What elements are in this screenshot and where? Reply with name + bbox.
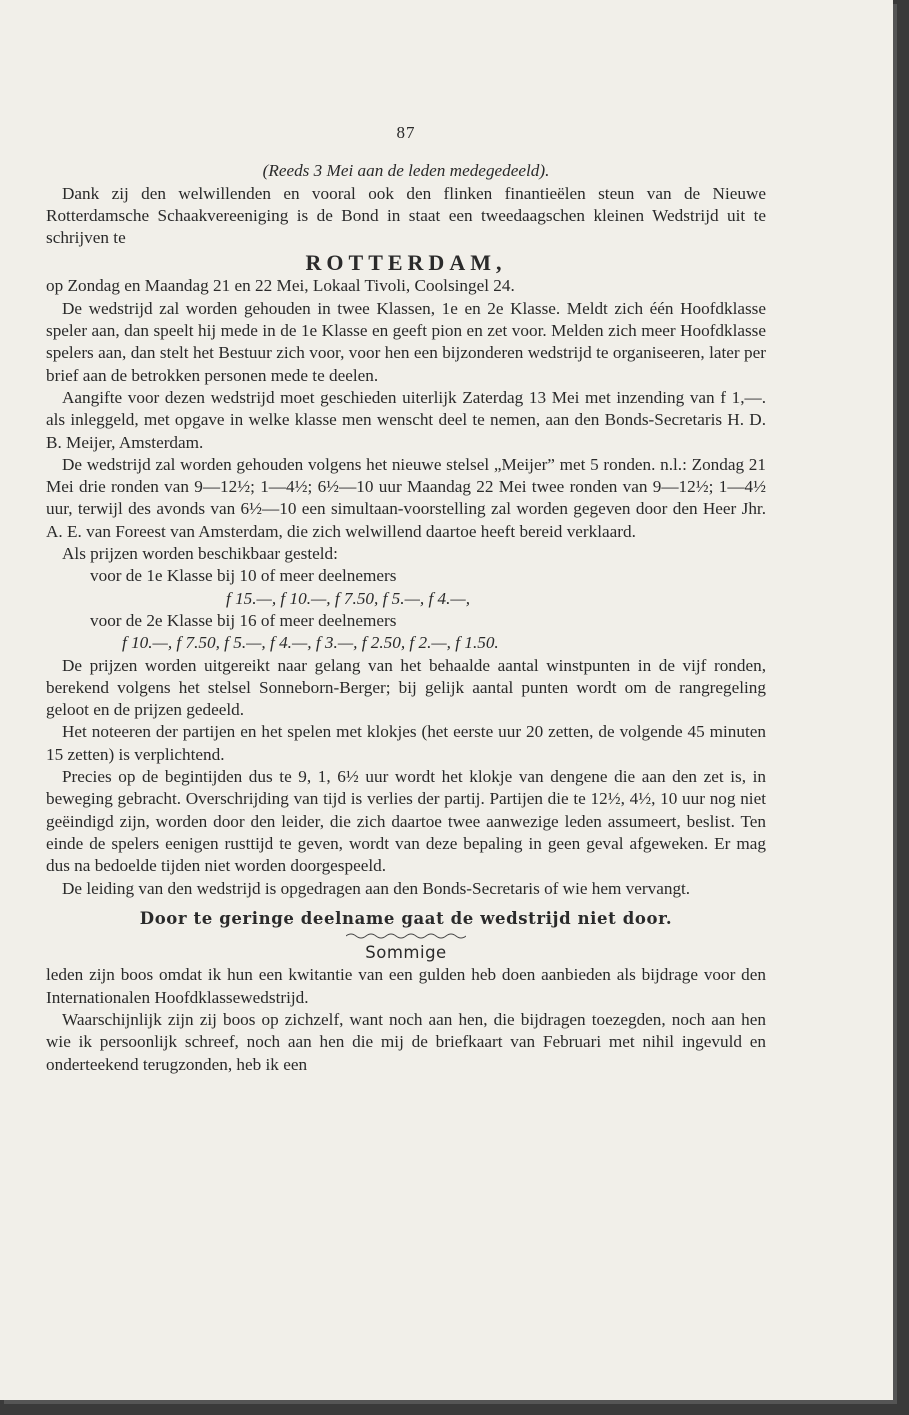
- city-heading: ROTTERDAM,: [305, 250, 507, 276]
- section-heading-sommige: Sommige: [365, 943, 447, 963]
- paragraph-classes: De wedstrijd zal worden gehouden in twee Klassen, 1e en 2e Klasse. Meldt zich één Hoofdklasse speler aan, dan speelt hij mede in de 1e Klasse en geeft pion en zet voor. Melden zich meer Hoofdklasse spelers aan, dan stelt het Bestuur zich voor, voor hen een bijzonderen wedstrijd te organiseeren, later per brief aan de betrokken personen mede te deelen.: [46, 298, 766, 385]
- paragraph-rounds: De wedstrijd zal worden gehouden volgens het nieuwe stelsel „Meijer” met 5 ronden. n.l.: Zondag 21 Mei drie ronden van 9—12½; 1—4½; 6½—10 uur Maandag 22 Mei twee ronden van 9—12½; 1—4½ uur, terwijl des avonds van 6½—10 een simultaan-voorstelling zal worden gegeven door den Heer Jhr. A. E. van Foreest van Amsterdam, die zich welwillend daartoe heeft bereid verklaard.: [46, 454, 766, 541]
- prize-class-2-heading: voor de 2e Klasse bij 16 of meer deelnemers: [90, 610, 397, 630]
- page-number: 87: [396, 123, 416, 142]
- paragraph-members: leden zijn boos omdat ik hun een kwitantie van een gulden heb doen aanbieden als bijdrage voor den Internationalen Hoofdklassewedstrijd.: [46, 965, 766, 1007]
- prize-class-2-values: f 10.—, f 7.50, f 5.—, f 4.—, f 3.—, f 2.50, f 2.—, f 1.50.: [122, 633, 499, 653]
- paragraph-timing: Precies op de begintijden dus te 9, 1, 6½ uur wordt het klokje van dengene die aan den zet is, in beweging gebracht. Overschrijding van tijd is verlies der partij. Partijen die te 12½, 4½, 10 uur nog niet geëindigd zijn, worden door den leider, die zich daartoe twee aanwezige leden assumeert, beslist. Ten einde de spelers eenigen rusttijd te geven, wordt van deze bepaling in geen geval afgeweken. Er mag dus na bedoelde tijden niet worden doorgespeeld.: [46, 767, 766, 876]
- paragraph-prizes-intro: Als prijzen worden beschikbaar gesteld:: [62, 544, 338, 564]
- paragraph-probably: Waarschijnlijk zijn zij boos op zichzelf, want noch aan hen, die bijdragen toezegden, noch aan hen wie ik persoonlijk schreef, noch aan hen die mij de briefkaart van Februari met nihil ingevuld en onderteekend terugzonden, heb ik een: [46, 1009, 766, 1074]
- paragraph-prize-rules: De prijzen worden uitgereikt naar gelang van het behaalde aantal winstpunten in de vijf ronden, berekend volgens het stelsel Sonneborn-Berger; bij gelijk aantal punten wordt om de rangregeling geloot en de prijzen gedeeld.: [46, 655, 766, 720]
- cancellation-warning: Door te geringe deelname gaat de wedstrijd niet door.: [139, 908, 673, 928]
- paragraph-clocks: Het noteeren der partijen en het spelen met klokjes (het eerste uur 20 zetten, de volgende 45 minuten 15 zetten) is verplichtend.: [46, 722, 766, 764]
- ornament-divider: [346, 932, 466, 940]
- paragraph-leader: De leiding van den wedstrijd is opgedragen aan den Bonds-Secretaris of wie hem vervangt.: [62, 878, 691, 898]
- date-line: op Zondag en Maandag 21 en 22 Mei, Lokaal Tivoli, Coolsingel 24.: [46, 276, 515, 296]
- prize-class-1-values: f 15.—, f 10.—, f 7.50, f 5.—, f 4.—,: [226, 588, 470, 608]
- text-column: [46, 122, 766, 1076]
- paragraph-registration: Aangifte voor dezen wedstrijd moet geschieden uiterlijk Zaterdag 13 Mei met inzending van f 1,—. als inleggeld, met opgave in welke klasse men wenscht deel te nemen, aan den Bonds-Secretaris H. D. B. Meijer, Amsterdam.: [46, 387, 766, 452]
- intro-paragraph: Dank zij den welwillenden en vooral ook den flinken finantieëlen steun van de Nieuwe Rotterdamsche Schaakvereeniging is de Bond in staat een tweedaagschen kleinen Wedstrijd uit te schrijven te: [46, 183, 766, 248]
- prize-class-1-heading: voor de 1e Klasse bij 10 of meer deelnemers: [90, 566, 397, 586]
- notice-note: (Reeds 3 Mei aan de leden medegedeeld).: [262, 161, 550, 181]
